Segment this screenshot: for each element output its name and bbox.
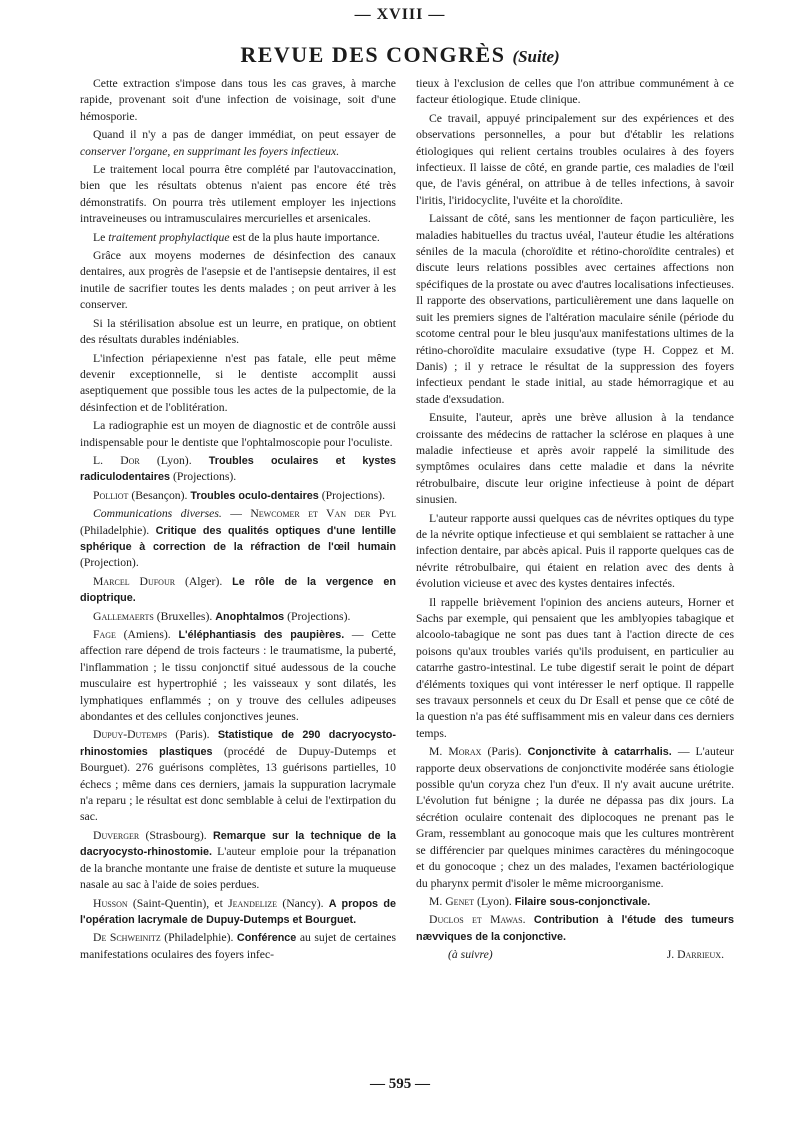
entry-title: Troubles oculaires et kystes radiculodentaires (80, 454, 396, 484)
author: Fage (93, 628, 116, 641)
author: De Schweinitz (93, 931, 161, 945)
paragraph: Ce travail, appuyé principalement sur des expériences et des observations personnelles, a pour but d'établir les relations étiologiques qui relient certains troubles oculaires à des foyers infectieux. Il laisse de côté, en grande partie, ces maladies de l'œil que, de l'avis général, on attribue à de telles infections, à savoir l'iritis, l'iridocyclite, l'uvéite et la choroïdite. (416, 111, 734, 207)
section-title (0, 42, 800, 68)
author: Gallemaerts (93, 609, 154, 623)
paragraph: Si la stérilisation absolue est un leurre, en pratique, on obtient des résultats durables indéniables. (80, 316, 396, 347)
communication-entry: Marcel Dufour (Alger). Le rôle de la vergence en dioptrique. (80, 574, 396, 605)
communication-entry: Dupuy-Dutemps (Paris). Statistique de 290 dacryocysto-rhinostomies plastiques (procédé de Dupuy-Dutemps et Bourguet). 276 guérisons complètes, 13 guérisons partielles, 10 échecs ; même dans ces derniers, jamais la suppuration lacrymale n'a reparu ; le résultat est donc semblable à celui de l'extirpation du sac. (80, 728, 396, 824)
communication-entry: Polliot (Besançon). Troubles oculo-dentaires (Projections). (93, 488, 385, 502)
entry-title: L'éléphantiasis des paupières. (178, 629, 345, 641)
paragraph: Il rappelle brièvement l'opinion des anciens auteurs, Horner et Sachs par exemple, qui pensaient que les amblyopies tabagique et alcoolo-tabagique ne sont pas dues tant à l'action directe de ces poisons qu'aux troubles variés qu'ils produisent, en particulier au catarrhe gastro-intestinal. Le tube digestif serait le point de départ d'éléments toxiques qui vont intéresser le nerf optique. Il rappelle ses travaux personnels et ceux du Dr Esall et pense que ce côté de la question n'a pas été suffisamment mis en valeur dans ces derniers temps. (416, 595, 734, 740)
paragraph: Quand il n'y a pas de danger immédiat, on peut essayer de conserver l'organe, en supprimant les foyers infectieux. (80, 128, 396, 158)
entry-title: Le rôle de la vergence en dioptrique. (80, 575, 396, 605)
author: Polliot (93, 488, 129, 502)
communication-entry: Husson (Saint-Quentin), et Jeandelize (Nancy). A propos de l'opération lacrymale de Dupuy-Dutemps et Bourguet. (80, 896, 396, 926)
communication-entry: Communications diverses. — Newcomer et Van der Pyl (Philadelphie). Critique des qualités optiques d'une lentille sphérique à correction de la réfraction de l'œil humain (Projection). (80, 507, 396, 570)
entry-title: Critique des qualités optiques d'une lentille sphérique à correction de la réfraction de l'œil humain (80, 524, 396, 553)
communication-entry: L. Dor (Lyon). Troubles oculaires et kystes radiculodentaires (Projections). (80, 453, 396, 484)
paragraph: Ensuite, l'auteur, après une brève allusion à la tendance croissante des médecins de rattacher la sclérose en plaques à une maladie infectieuse et après avoir rappelé la similitude des symptômes oculaires dans cette maladie et dans la névrite rétrobulbaire, discute leur origine infectieuse à point de départ sinusien. (416, 411, 734, 507)
communication-entry: Duverger (Strasbourg). Remarque sur la technique de la dacryocysto-rhinostomie. L'auteur emploie pour la trépanation de la branche montante une fraise de dentiste et suture la muqueuse nasale au sac à l'aide de soies perdues. (80, 828, 397, 892)
communication-entry: M. Genet (Lyon). Filaire sous-conjonctivale. (429, 894, 651, 908)
communication-entry: Fage (Amiens). L'éléphantiasis des paupières. — Cette affection rare dépend de trois facteurs : le traumatisme, la puberté, l'inflammation ; le tissu conjonctif situé audessous de la couche musculaire est hypertrophié ; les vaisseaux y sont dilatés, les lymphatiques enflammés ; on y trouve des cellules adipeuses abondantes et des cellules conjonctives jeunes. (80, 628, 396, 724)
entry-title: Troubles oculo-dentaires (190, 489, 319, 502)
entry-title: Filaire sous-conjonctivale. (514, 895, 651, 908)
signature-line (416, 947, 734, 963)
entry-title: A propos de l'opération lacrymale de Dupuy-Dutemps et Bourguet. (80, 897, 396, 926)
roman-page-number: — XVIII — (354, 6, 446, 23)
author: Jeandelize (228, 896, 278, 910)
author: M. Genet (429, 894, 475, 908)
right-column (416, 76, 734, 964)
paragraph: Grâce aux moyens modernes de désinfection des canaux dentaires, aux progrès de l'asepsie et de l'antisepsie dentaires, il est inutile de sacrifier toutes les dents malades ; on peut arriver à les conserver. (80, 249, 396, 312)
author: Dupuy-Dutemps (93, 728, 168, 742)
title-text: REVUE DES CONGRÈS (240, 42, 506, 67)
paragraph: Cette extraction s'impose dans tous les cas graves, à marche rapide, provenant soit d'une infection de voisinage, soit d'une hémosporie. (80, 77, 396, 123)
to-be-continued: (à suivre) (448, 948, 493, 962)
paragraph: Le traitement prophylactique est de la plus haute importance. (93, 230, 380, 244)
left-column (80, 76, 396, 965)
paragraph: Le traitement local pourra être complété par l'autovaccination, bien que les résultats obtenus n'aient pas encore été très démonstratifs. On pourra très utilement employer les injections intraveineuses ou intramusculaires mercurielles et arsenicales. (80, 163, 396, 226)
author: Marcel Dufour (93, 574, 176, 588)
author: M. Morax (429, 745, 482, 759)
paragraph: La radiographie est un moyen de diagnostic et de contrôle aussi indispensable pour le dentiste que l'ophtalmoscopie pour l'oculiste. (80, 419, 396, 449)
communication-entry: Gallemaerts (Bruxelles). Anophtalmos (Projections). (93, 609, 351, 623)
paragraph: Laissant de côté, sans les mentionner de façon particulière, les maladies habituelles du tractus uvéal, l'auteur étudie les altérations séniles de la macula (choroïdite et rétino-choroïdite centrales) et discute leurs relations possibles avec certaines affections non spécifiques de la prostate ou avec d'autres localisations infectieuses. Il rapporte des observations, particulièrement une dans laquelle on suit les premiers signes de l'altération maculaire sénile (période du scotome central pour le bleu jusqu'aux manifestations ultimes de la rétino-choroïdite maculaire exsudative (type H. Coppez et M. Danis) ; il y retrace le résultat de la suppression des foyers infectieux pendant le stade initial, au stade hémorragique et au stade d'exsudation. (416, 212, 734, 406)
author: Husson (93, 896, 128, 910)
entry-title: Statistique de 290 dacryocysto-rhinostomies plastiques (80, 729, 396, 758)
author: L. Dor (93, 453, 140, 467)
communication-entry: De Schweinitz (Philadelphie). Conférence au sujet de certaines manifestations oculaires des foyers infec- (80, 931, 396, 961)
entry-title: Contribution à l'étude des tumeurs nævviques de la conjonctive. (416, 914, 734, 943)
title-suite: (Suite) (512, 47, 560, 66)
paragraph: L'auteur rapporte aussi quelques cas de névrites optiques du type de la névrite optique infectieuse et qui semblaient se rattacher à une infection dentaire, par abcès apical. Puis il rapporte quelques cas de névrite rétrobulbaire, qui étaient en relation avec des dents à évolution vicieuse et avec des kystes dentaires infectés. (416, 511, 734, 591)
paragraph: L'infection périapexienne n'est pas fatale, elle peut même devenir exceptionnelle, si le dentiste accomplit aussi aseptiquement que possible tous les actes de la pulpectomie, de la désinfection et de l'oblitération. (80, 351, 396, 414)
paragraph: tieux à l'exclusion de celles que l'on attribue communément à ce facteur étiologique. Etude clinique. (416, 77, 734, 107)
entry-title: Conjonctivite à catarrhalis. (527, 746, 672, 759)
page-number: — 595 — (370, 1076, 430, 1092)
communication-entry: M. Morax (Paris). Conjonctivite à catarrhalis. — L'auteur rapporte deux observations de conjonctivite modérée sans étiologie possible qu'un coryza chez l'un d'eux. Il n'y avait aucune urétrite. L'évolution fut bénigne ; la durée ne dépassa pas dix jours. La sécrétion oculaire contenait des diplocoques ne prenant pas le Gram, ressemblant au gonocoque mais que les cultures montrèrent se différencier par quelques minimes caractères du méningocoque et du gonocoque ; chez un des malades, l'examen bactériologique du pharynx permit d'isoler le même microorganisme. (416, 745, 734, 890)
entry-title: Conférence (236, 932, 297, 945)
signature: J. Darrieux. (666, 948, 724, 962)
author: Duverger (93, 828, 140, 842)
author: Duclos et Mawas. (429, 913, 526, 927)
entry-title: Remarque sur la technique de la dacryocysto-rhinostomie. (80, 829, 397, 859)
entry-title: Anophtalmos (215, 610, 285, 623)
author: Newcomer et Van der Pyl (250, 507, 396, 521)
communication-entry (416, 912, 734, 945)
